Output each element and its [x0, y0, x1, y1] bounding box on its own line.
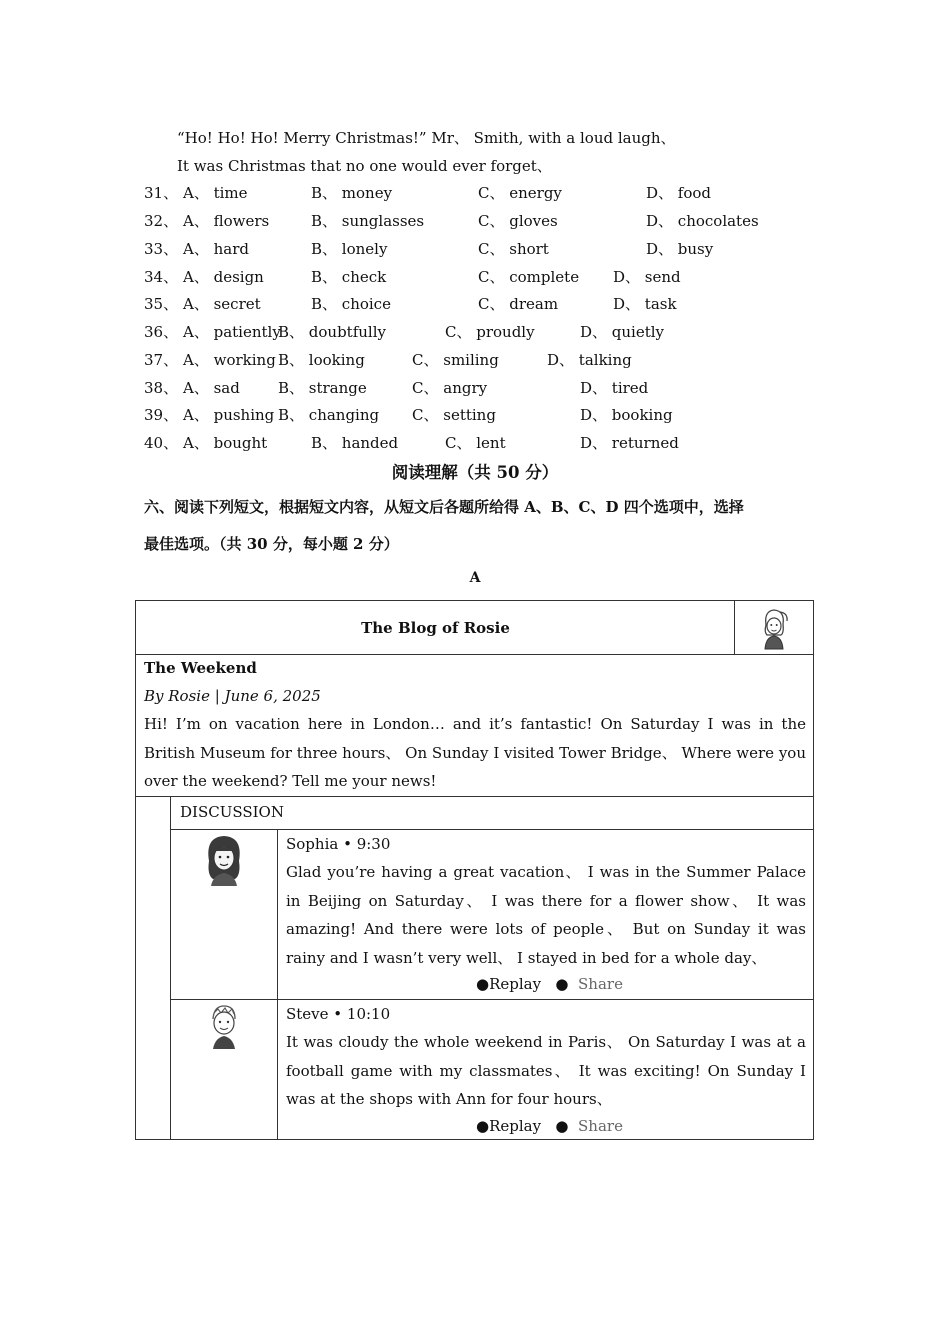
question-number: 31、	[144, 184, 179, 202]
question-number: 38、	[144, 379, 179, 397]
row-divider	[170, 999, 813, 1000]
option-a: A、 hard	[183, 240, 249, 258]
option-a: A、 working	[183, 351, 276, 369]
rosie-avatar	[735, 601, 813, 654]
instruction-line-2: 最佳选项。（共 30 分，每小题 2 分）	[144, 535, 399, 553]
question-number: 34、	[144, 268, 179, 286]
post-body: Hi! I’m on vacation here in London… and it’s fantastic! On Saturday I was in the British Museum for three hours、 On Sunday I visited Tower Bridge、 Where were you over the weekend? Tell me your news!	[144, 715, 806, 790]
option-a: A、 flowers	[183, 212, 270, 230]
share-dot: ●	[555, 1117, 569, 1135]
option-a: A、 patiently	[183, 323, 281, 341]
story-line-1: “Ho! Ho! Ho! Merry Christmas!” Mr、 Smith, with a loud laugh、	[177, 129, 676, 147]
post-title: The Weekend	[144, 659, 257, 677]
replay-link[interactable]: ●Replay	[476, 975, 542, 993]
replay-link[interactable]: ●Replay	[476, 1117, 542, 1135]
option-b: B、 strange	[278, 379, 367, 397]
option-b: B、 doubtfully	[278, 323, 386, 341]
option-d: D、 returned	[580, 434, 679, 452]
option-a: A、 secret	[183, 295, 261, 313]
sophia-avatar	[200, 830, 248, 888]
option-d: D、 booking	[580, 406, 673, 424]
option-a: A、 design	[183, 268, 264, 286]
comment-author: Steve • 10:10	[286, 1005, 391, 1023]
option-b: B、 sunglasses	[311, 212, 425, 230]
option-c: C、 dream	[478, 295, 559, 313]
boy-portrait-icon	[202, 1001, 246, 1051]
option-d: D、 chocolates	[646, 212, 759, 230]
share-link[interactable]: Share	[578, 975, 623, 993]
option-b: B、 money	[311, 184, 393, 202]
comment-author: Sophia • 9:30	[286, 835, 391, 853]
share-link[interactable]: Share	[578, 1117, 623, 1135]
comment-text: Glad you’re having a great vacation、 I was in the Summer Palace in Beijing on Saturday、 I was there for a flower show、 It was amazing! And there were lots of people、 But on Sunday it was rainy and I wasn’t very well、 I stayed in bed for a whole day、	[286, 863, 806, 967]
girl-portrait-icon	[201, 831, 247, 887]
option-c: C、 setting	[412, 406, 496, 424]
comment-actions	[476, 975, 623, 993]
option-c: C、 gloves	[478, 212, 558, 230]
indent-column	[170, 796, 171, 1139]
option-a: A、 time	[183, 184, 248, 202]
question-number: 36、	[144, 323, 179, 341]
option-a: A、 bought	[183, 434, 268, 452]
option-c: C、 proudly	[445, 323, 535, 341]
option-b: B、 changing	[278, 406, 380, 424]
option-a: A、 pushing	[183, 406, 275, 424]
comment-actions	[476, 1117, 623, 1135]
option-b: B、 lonely	[311, 240, 388, 258]
girl-portrait-icon	[754, 605, 794, 651]
question-number: 32、	[144, 212, 179, 230]
blog-title: The Blog of Rosie	[361, 619, 510, 637]
share-dot: ●	[555, 975, 569, 993]
option-c: C、 short	[478, 240, 549, 258]
question-number: 35、	[144, 295, 179, 313]
option-b: B、 check	[311, 268, 387, 286]
option-c: C、 complete	[478, 268, 580, 286]
option-b: B、 looking	[278, 351, 365, 369]
option-d: D、 tired	[580, 379, 649, 397]
option-b: B、 choice	[311, 295, 391, 313]
option-c: C、 energy	[478, 184, 562, 202]
option-c: C、 lent	[445, 434, 506, 452]
option-c: C、 angry	[412, 379, 488, 397]
post-byline: By Rosie | June 6, 2025	[144, 687, 321, 705]
discussion-label: DISCUSSION	[180, 803, 284, 821]
comment-text: It was cloudy the whole weekend in Paris、 On Saturday I was at a football game with my classmates、 It was exciting! On Sunday I was at the shops with Ann for four hours、	[286, 1033, 806, 1108]
section-title: 阅读理解（共 50 分）	[391, 463, 559, 482]
avatar-column-divider	[277, 829, 278, 1139]
option-c: C、 smiling	[412, 351, 499, 369]
question-number: 33、	[144, 240, 179, 258]
blog-table	[135, 600, 814, 1140]
question-number: 39、	[144, 406, 179, 424]
question-number: 37、	[144, 351, 179, 369]
row-divider	[170, 829, 813, 830]
option-a: A、 sad	[183, 379, 240, 397]
option-b: B、 handed	[311, 434, 399, 452]
option-d: D、 food	[646, 184, 712, 202]
option-d: D、 talking	[547, 351, 632, 369]
option-d: D、 quietly	[580, 323, 665, 341]
story-line-2: It was Christmas that no one would ever forget、	[177, 157, 552, 175]
question-number: 40、	[144, 434, 179, 452]
option-d: D、 busy	[646, 240, 714, 258]
passage-label: A	[469, 570, 481, 586]
option-d: D、 task	[613, 295, 677, 313]
instruction-line-1: 六、阅读下列短文，根据短文内容，从短文后各题所给得 A、B、C、D 四个选项中，选择	[144, 498, 744, 516]
steve-avatar	[200, 1000, 248, 1052]
option-d: D、 send	[613, 268, 681, 286]
